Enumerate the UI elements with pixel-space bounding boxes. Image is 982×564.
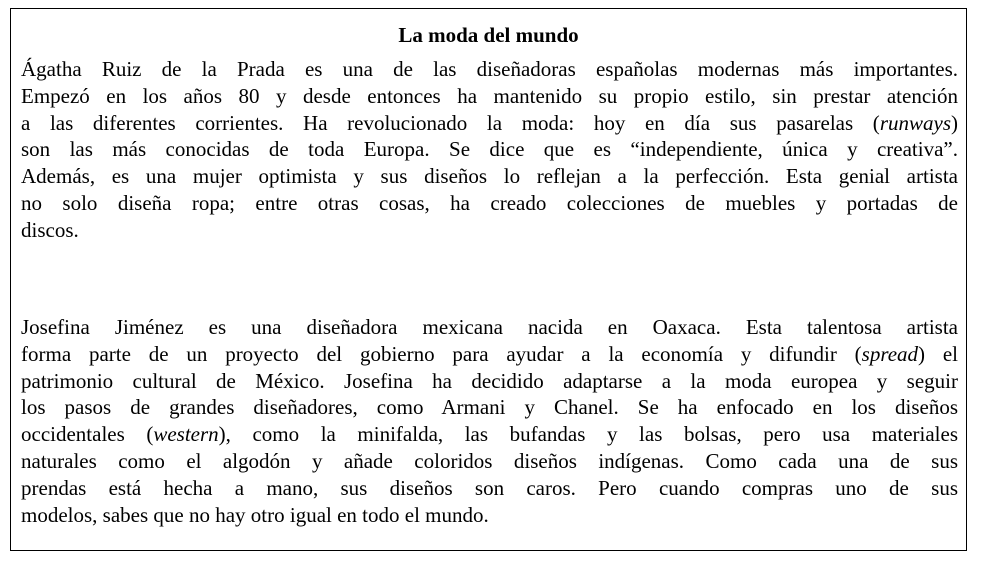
text-segment: Josefina Jiménez es una diseñadora mexicana nacida en Oaxaca. Esta talentosa artista	[21, 315, 958, 339]
text-segment: ) el	[918, 341, 958, 366]
text-segment: son las más conocidas de toda Europa. Se dice que es “independiente, única y creativa”.	[21, 137, 958, 162]
text-line	[21, 190, 958, 217]
text-line	[21, 314, 958, 341]
paragraph-josefina-jimenez	[21, 314, 958, 528]
text-segment: no solo diseña ropa; entre otras cosas, ha creado colecciones de muebles y portadas de	[21, 190, 958, 215]
text-line	[21, 421, 958, 448]
text-segment: ), como la minifalda, las bufandas y las bolsas, pero usa materiales	[218, 422, 958, 447]
text-line	[21, 368, 958, 395]
text-line	[21, 163, 958, 190]
text-segment: forma parte de un proyecto del gobierno para ayudar a la economía y difundir (	[21, 341, 862, 366]
text-segment: naturales como el algodón y añade coloridos diseños indígenas. Como cada una de sus	[21, 448, 958, 473]
text-line	[21, 502, 958, 529]
italic-gloss: spread	[861, 341, 919, 366]
text-segment: los pasos de grandes diseñadores, como Armani y Chanel. Se ha enfocado en los diseños	[21, 395, 958, 420]
italic-gloss: western	[153, 422, 219, 447]
text-segment: modelos, sabes que no hay otro igual en todo el mundo.	[21, 502, 489, 527]
text-line	[21, 475, 958, 502]
reading-passage-box	[10, 8, 967, 551]
text-line	[21, 110, 958, 137]
text-segment: Empezó en los años 80 y desde entonces ha mantenido su propio estilo, sin prestar atención	[21, 83, 958, 108]
text-line	[21, 56, 958, 83]
text-segment: discos.	[21, 217, 79, 242]
passage-title: La moda del mundo	[398, 23, 579, 47]
text-line	[21, 341, 958, 368]
text-segment: a las diferentes corrientes. Ha revolucionado la moda: hoy en día sus pasarelas (	[21, 110, 880, 135]
text-segment: Ágatha Ruiz de la Prada es una de las diseñadoras españolas modernas más importantes.	[21, 57, 958, 81]
text-line	[21, 136, 958, 163]
text-line	[21, 217, 958, 244]
text-segment: )	[951, 110, 958, 135]
text-line	[21, 394, 958, 421]
paragraph-agatha-ruiz	[21, 56, 958, 244]
text-segment: occidentales (	[21, 422, 154, 447]
text-line	[21, 83, 958, 110]
text-line	[21, 448, 958, 475]
text-segment: patrimonio cultural de México. Josefina ha decidido adaptarse a la moda europea y seguir	[21, 368, 958, 393]
italic-gloss: runways	[879, 110, 951, 135]
text-segment: prendas está hecha a mano, sus diseños son caros. Pero cuando compras uno de sus	[21, 475, 958, 500]
text-segment: Además, es una mujer optimista y sus diseños lo reflejan a la perfección. Esta genial artista	[21, 164, 958, 189]
